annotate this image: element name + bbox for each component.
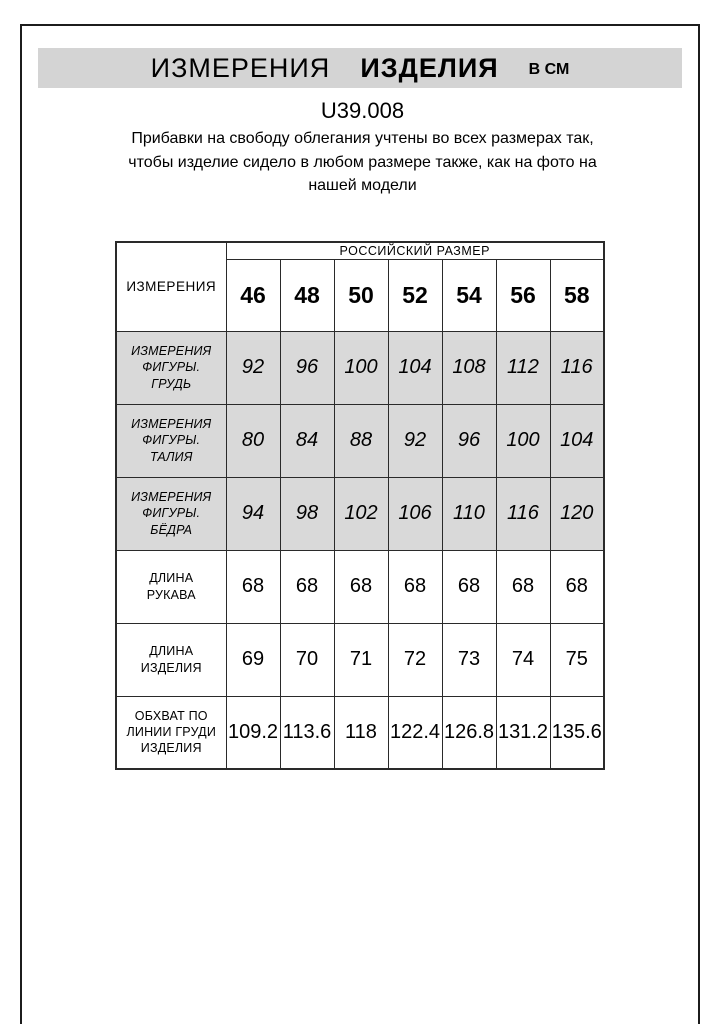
value-cell: 80 bbox=[226, 404, 280, 477]
value-cell: 116 bbox=[496, 477, 550, 550]
group-header-cell: РОССИЙСКИЙ РАЗМЕР bbox=[226, 242, 604, 259]
value-cell: 68 bbox=[442, 550, 496, 623]
value-cell: 122.4 bbox=[388, 696, 442, 769]
value-cell: 113.6 bbox=[280, 696, 334, 769]
value-cell: 131.2 bbox=[496, 696, 550, 769]
value-cell: 96 bbox=[442, 404, 496, 477]
row-label: ДЛИНА РУКАВА bbox=[116, 550, 226, 623]
value-cell: 116 bbox=[550, 331, 604, 404]
value-cell: 69 bbox=[226, 623, 280, 696]
fit-note-line: чтобы изделие сидело в любом размере также, как на фото на bbox=[128, 153, 597, 171]
size-header-cell: 58 bbox=[550, 259, 604, 331]
value-cell: 120 bbox=[550, 477, 604, 550]
row-label: ОБХВАТ ПО ЛИНИИ ГРУДИ ИЗДЕЛИЯ bbox=[116, 696, 226, 769]
value-cell: 84 bbox=[280, 404, 334, 477]
value-cell: 94 bbox=[226, 477, 280, 550]
size-header-cell: 48 bbox=[280, 259, 334, 331]
value-cell: 98 bbox=[280, 477, 334, 550]
size-header-cell: 56 bbox=[496, 259, 550, 331]
size-header-cell: 54 bbox=[442, 259, 496, 331]
value-cell: 92 bbox=[388, 404, 442, 477]
value-cell: 106 bbox=[388, 477, 442, 550]
title-units: В СМ bbox=[528, 61, 570, 78]
article-code: U39.008 bbox=[320, 98, 405, 123]
value-cell: 96 bbox=[280, 331, 334, 404]
value-cell: 68 bbox=[280, 550, 334, 623]
fit-note-line: нашей модели bbox=[308, 177, 417, 194]
table-row bbox=[116, 696, 604, 769]
value-cell: 104 bbox=[388, 331, 442, 404]
value-cell: 74 bbox=[496, 623, 550, 696]
value-cell: 72 bbox=[388, 623, 442, 696]
size-table-body bbox=[116, 242, 604, 769]
value-cell: 126.8 bbox=[442, 696, 496, 769]
value-cell: 108 bbox=[442, 331, 496, 404]
size-header-cell: 46 bbox=[226, 259, 280, 331]
table-row bbox=[116, 623, 604, 696]
value-cell: 100 bbox=[496, 404, 550, 477]
title-bar bbox=[38, 48, 682, 88]
fit-note-line: Прибавки на свободу облегания учтены во всех размерах так, bbox=[131, 130, 594, 147]
value-cell: 104 bbox=[550, 404, 604, 477]
size-header-cell: 52 bbox=[388, 259, 442, 331]
size-table bbox=[115, 241, 605, 770]
value-cell: 109.2 bbox=[226, 696, 280, 769]
value-cell: 112 bbox=[496, 331, 550, 404]
value-cell: 135.6 bbox=[550, 696, 604, 769]
value-cell: 70 bbox=[280, 623, 334, 696]
table-row bbox=[116, 550, 604, 623]
value-cell: 102 bbox=[334, 477, 388, 550]
value-cell: 71 bbox=[334, 623, 388, 696]
corner-header-cell: ИЗМЕРЕНИЯ bbox=[116, 242, 226, 331]
title-measurements: ИЗМЕРЕНИЯ bbox=[150, 52, 331, 83]
value-cell: 68 bbox=[550, 550, 604, 623]
value-cell: 88 bbox=[334, 404, 388, 477]
value-cell: 73 bbox=[442, 623, 496, 696]
value-cell: 75 bbox=[550, 623, 604, 696]
row-label: ИЗМЕРЕНИЯ ФИГУРЫ. ТАЛИЯ bbox=[116, 404, 226, 477]
fit-note bbox=[0, 127, 725, 198]
value-cell: 100 bbox=[334, 331, 388, 404]
table-row bbox=[116, 331, 604, 404]
row-label: ИЗМЕРЕНИЯ ФИГУРЫ. ГРУДЬ bbox=[116, 331, 226, 404]
row-label: ДЛИНА ИЗДЕЛИЯ bbox=[116, 623, 226, 696]
table-row bbox=[116, 404, 604, 477]
value-cell: 68 bbox=[334, 550, 388, 623]
title-product: ИЗДЕЛИЯ bbox=[360, 52, 499, 83]
value-cell: 68 bbox=[226, 550, 280, 623]
table-row bbox=[116, 477, 604, 550]
size-header-cell: 50 bbox=[334, 259, 388, 331]
value-cell: 92 bbox=[226, 331, 280, 404]
value-cell: 68 bbox=[388, 550, 442, 623]
value-cell: 68 bbox=[496, 550, 550, 623]
row-label: ИЗМЕРЕНИЯ ФИГУРЫ. БЁДРА bbox=[116, 477, 226, 550]
group-header-row bbox=[116, 242, 604, 259]
value-cell: 118 bbox=[334, 696, 388, 769]
value-cell: 110 bbox=[442, 477, 496, 550]
